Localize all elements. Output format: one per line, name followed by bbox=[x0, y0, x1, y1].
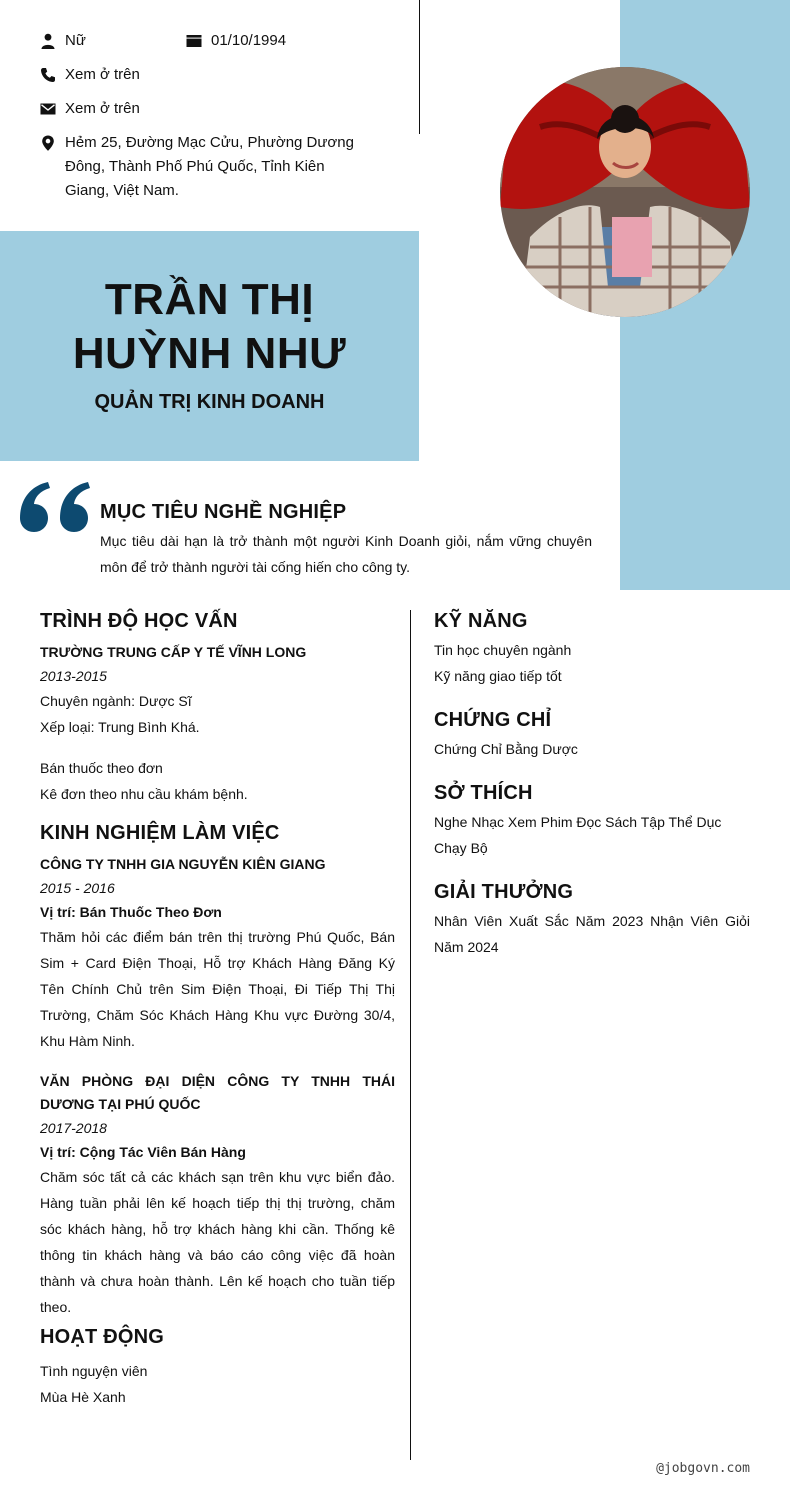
birthdate-value: 01/10/1994 bbox=[211, 32, 287, 49]
education-grade: Xếp loại: Trung Bình Khá. bbox=[40, 719, 200, 735]
skills-section bbox=[434, 637, 750, 689]
email-row bbox=[40, 97, 140, 121]
skill-item: Kỹ năng giao tiếp tốt bbox=[434, 668, 562, 684]
phone-icon bbox=[40, 67, 56, 83]
address-row bbox=[40, 131, 370, 203]
company-name: CÔNG TY TNHH GIA NGUYỄN KIÊN GIANG bbox=[40, 856, 326, 872]
experience-job bbox=[40, 1070, 395, 1320]
education-note: Kê đơn theo nhu cầu khám bệnh. bbox=[40, 786, 248, 802]
watermark: @jobgovn.com bbox=[656, 1461, 750, 1476]
job-title: QUẢN TRỊ KINH DOANH bbox=[94, 391, 325, 413]
skills-heading: KỸ NĂNG bbox=[434, 610, 528, 632]
calendar-icon bbox=[186, 33, 202, 49]
mail-icon bbox=[40, 101, 56, 117]
location-pin-icon bbox=[40, 135, 56, 151]
address-value: Hẻm 25, Đường Mạc Cửu, Phường Dương Đông, Thành Phố Phú Quốc, Tỉnh Kiên Giang, Việt Nam. bbox=[65, 134, 354, 199]
hobbies-heading: SỞ THÍCH bbox=[434, 782, 533, 804]
portrait-illustration bbox=[500, 67, 750, 317]
education-section bbox=[40, 641, 395, 807]
top-divider bbox=[419, 0, 420, 134]
job-description: Chăm sóc tất cả các khách sạn trên khu vực biển đảo. Hàng tuần phải lên kế hoạch tiếp thị thị trường, chăm sóc khách hàng, hỗ trợ khách hàng khi cần. Thống kê thông tin khách hàng và báo cáo công việc đã hoàn thành và chưa hoàn thành. Lên kế hoạch cho tuần tiếp theo. bbox=[40, 1169, 395, 1315]
phone-row bbox=[40, 63, 140, 87]
objective-text: Mục tiêu dài hạn là trở thành một người Kinh Doanh giỏi, nắm vững chuyên môn để trở thành người tài cống hiến cho công ty. bbox=[100, 533, 592, 575]
profile-photo bbox=[500, 67, 750, 317]
job-period: 2017-2018 bbox=[40, 1120, 107, 1136]
activity-item: Tình nguyện viên bbox=[40, 1363, 148, 1379]
activity-item: Mùa Hè Xanh bbox=[40, 1389, 126, 1405]
column-divider bbox=[410, 610, 411, 1460]
job-role: Vị trí: Cộng Tác Viên Bán Hàng bbox=[40, 1144, 246, 1160]
gender-value: Nữ bbox=[65, 32, 86, 49]
activities-section bbox=[40, 1358, 395, 1410]
birthdate-row bbox=[186, 29, 286, 53]
awards-text: Nhân Viên Xuất Sắc Năm 2023 Nhận Viên Giỏi Năm 2024 bbox=[434, 913, 750, 955]
certificates-heading: CHỨNG CHỈ bbox=[434, 709, 552, 731]
experience-job bbox=[40, 853, 395, 1054]
certificate-item: Chứng Chỉ Bằng Dược bbox=[434, 741, 578, 757]
gender-row bbox=[40, 29, 86, 53]
job-period: 2015 - 2016 bbox=[40, 880, 115, 896]
experience-heading: KINH NGHIỆM LÀM VIỆC bbox=[40, 822, 280, 844]
skill-item: Tin học chuyên ngành bbox=[434, 642, 572, 658]
education-heading: TRÌNH ĐỘ HỌC VẤN bbox=[40, 610, 238, 632]
phone-value: Xem ở trên bbox=[65, 66, 140, 83]
education-major: Chuyên ngành: Dược Sĩ bbox=[40, 693, 192, 709]
full-name: TRẦN THỊ HUỲNH NHƯ bbox=[72, 275, 347, 378]
company-name: VĂN PHÒNG ĐẠI DIỆN CÔNG TY TNHH THÁI DƯƠNG TẠI PHÚ QUỐC bbox=[40, 1073, 395, 1112]
hobbies-text: Nghe Nhạc Xem Phim Đọc Sách Tập Thể Dục Chạy Bộ bbox=[434, 814, 722, 856]
email-value: Xem ở trên bbox=[65, 100, 140, 117]
quote-icon bbox=[18, 482, 92, 532]
education-note: Bán thuốc theo đơn bbox=[40, 760, 163, 776]
activities-heading: HOẠT ĐỘNG bbox=[40, 1326, 165, 1348]
name-block bbox=[0, 231, 419, 461]
person-icon bbox=[40, 33, 56, 49]
school-name: TRƯỜNG TRUNG CẤP Y TẾ VĨNH LONG bbox=[40, 644, 307, 660]
education-period: 2013-2015 bbox=[40, 668, 107, 684]
job-description: Thăm hỏi các điểm bán trên thị trường Phú Quốc, Bán Sim + Card Điện Thoại, Hỗ trợ Khách Hàng Đăng Ký Tên Chính Chủ trên Sim Điện Thoại, Đi Tiếp Thị Thị Trường, Chăm Sóc Khách Hàng Khu vực Đường 30/4, Khu Hàm Ninh. bbox=[40, 929, 395, 1049]
awards-heading: GIẢI THƯỞNG bbox=[434, 881, 574, 903]
objective-heading: MỤC TIÊU NGHỀ NGHIỆP bbox=[100, 501, 347, 523]
job-role: Vị trí: Bán Thuốc Theo Đơn bbox=[40, 904, 222, 920]
